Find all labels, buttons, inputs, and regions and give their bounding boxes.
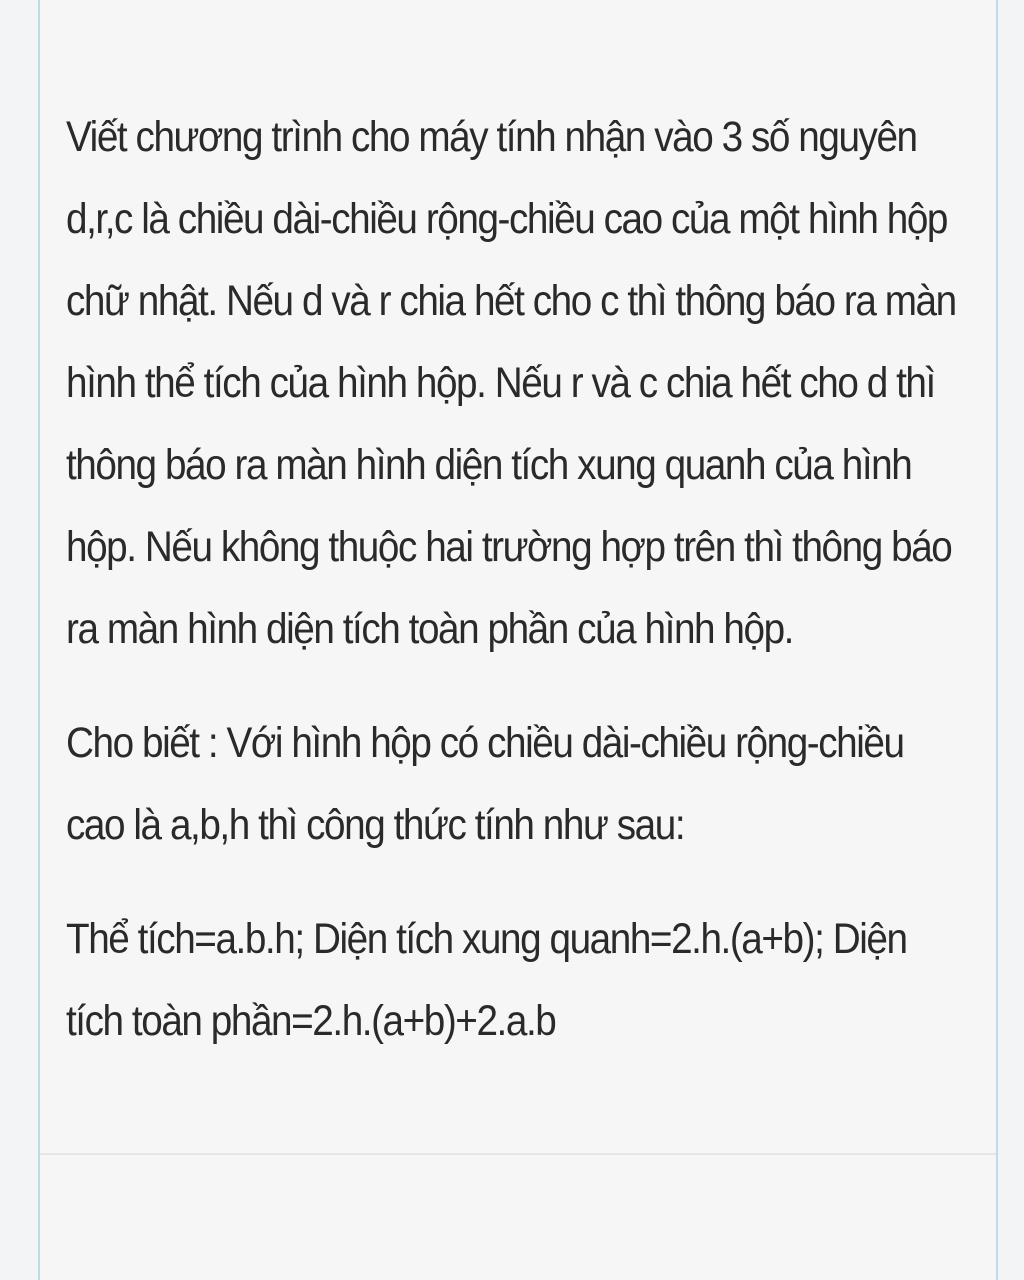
question-card [38, 0, 998, 1280]
question-body [66, 96, 966, 1062]
question-paragraph-given: Cho biết : Với hình hộp có chiều dài-chiều rộng-chiều cao là a,b,h thì công thức tính như sau: [66, 719, 904, 849]
question-paragraph-formulas: Thể tích=a.b.h; Diện tích xung quanh=2.h.(a+b); Diện tích toàn phần=2.h.(a+b)+2.a.b [66, 915, 907, 1045]
card-divider [40, 1153, 996, 1155]
question-paragraph-problem: Viết chương trình cho máy tính nhận vào 3 số nguyên d,r,c là chiều dài-chiều rộng-chiều cao của một hình hộp chữ nhật. Nếu d và r chia hết cho c thì thông báo ra màn hình thể tích của hình hộp. Nếu r và c chia hết cho d thì thông báo ra màn hình diện tích xung quanh của hình hộp. Nếu không thuộc hai trường hợp trên thì thông báo ra màn hình diện tích toàn phần của hình hộp. [66, 113, 956, 653]
